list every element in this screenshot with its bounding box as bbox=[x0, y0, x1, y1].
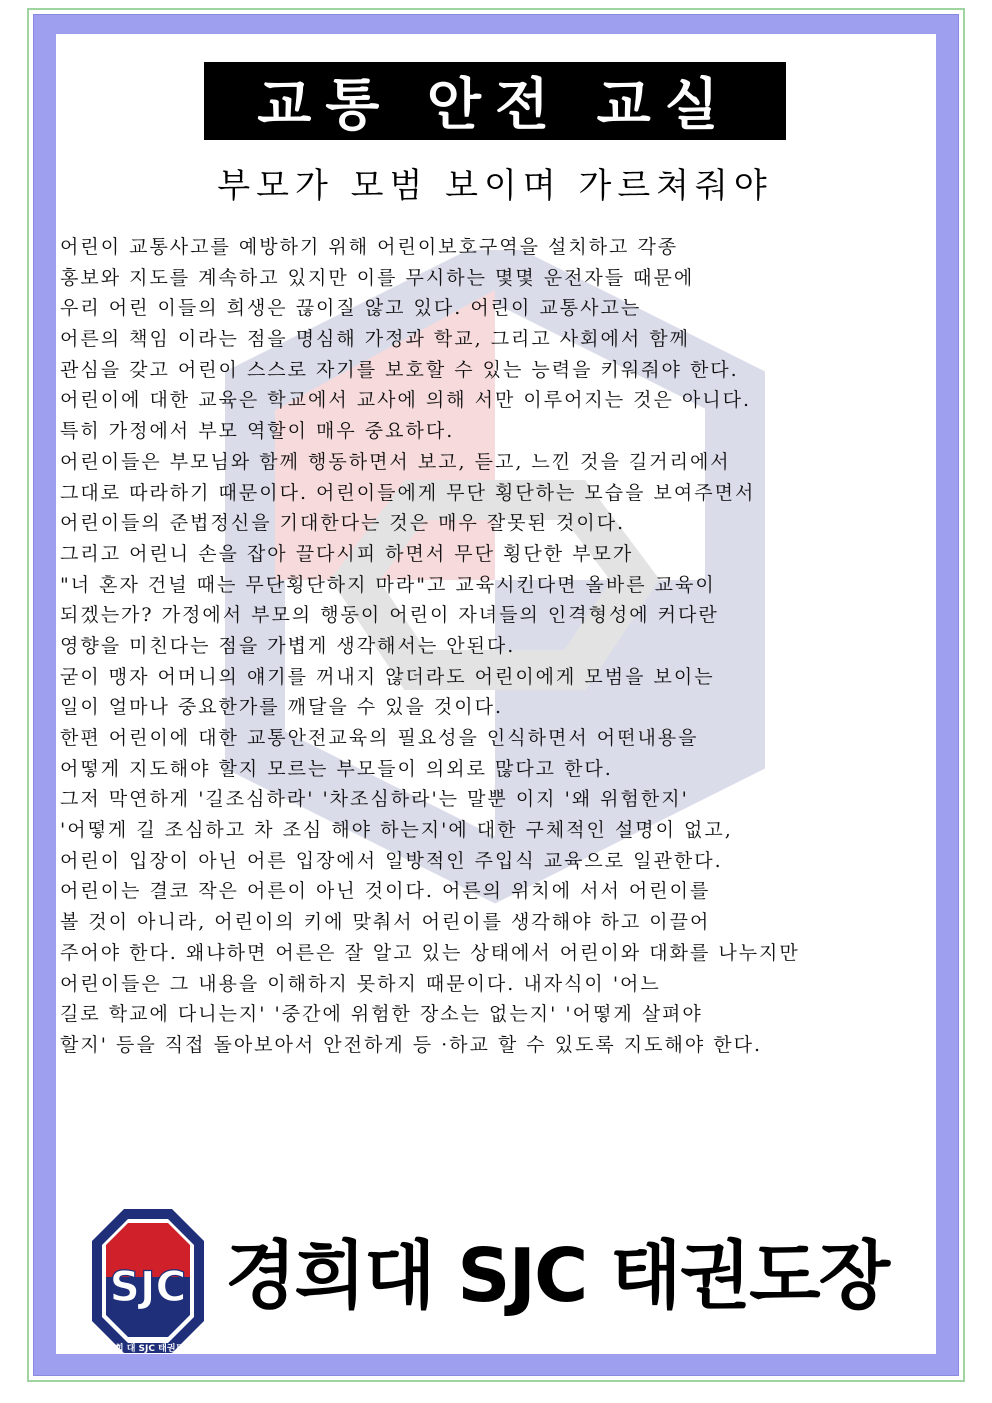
page-subtitle: 부모가 모범 보이며 가르쳐줘야 bbox=[217, 166, 773, 206]
body-line: 특히 가정에서 부모 역할이 매우 중요하다. bbox=[60, 420, 455, 443]
body-line: 홍보와 지도를 계속하고 있지만 이를 무시하는 몇몇 운전자들 때문에 bbox=[60, 266, 695, 289]
logo-letters: SJC bbox=[109, 1262, 187, 1311]
body-line: 굳이 맹자 어머니의 얘기를 꺼내지 않더라도 어린이에게 모범을 보이는 bbox=[60, 665, 715, 688]
body-line: 할지' 등을 직접 돌아보아서 안전하게 등 ·하교 할 수 있도록 지도해야 한다. bbox=[60, 1033, 763, 1056]
body-line: "너 혼자 건널 때는 무단횡단하지 마라"고 교육시킨다면 올바른 교육이 bbox=[60, 573, 716, 596]
body-line: 어린이는 결코 작은 어른이 아닌 것이다. 어른의 위치에 서서 어린이를 bbox=[60, 880, 711, 903]
body-line: 어린이에 대한 교육은 학교에서 교사에 의해 서만 이루어지는 것은 아니다. bbox=[60, 389, 752, 412]
body-line: 되겠는가? 가정에서 부모의 행동이 어린이 자녀들의 인격형성에 커다란 bbox=[60, 604, 719, 627]
body-line: 그리고 어린니 손을 잡아 끌다시피 하면서 무단 횡단한 부모가 bbox=[60, 542, 634, 565]
body-line: 볼 것이 아니라, 어린이의 키에 맞춰서 어린이를 생각해야 하고 이끌어 bbox=[60, 911, 711, 934]
body-line: 어린이 교통사고를 예방하기 위해 어린이보호구역을 설치하고 각종 bbox=[60, 236, 679, 258]
body-line: 관심을 갖고 어린이 스스로 자기를 보호할 수 있는 능력을 키워줘야 한다. bbox=[60, 358, 739, 381]
body-line: 어떻게 지도해야 할지 모르는 부모들이 의외로 많다고 한다. bbox=[60, 757, 613, 780]
body-line: 일이 얼마나 중요한가를 깨달을 수 있을 것이다. bbox=[60, 696, 504, 719]
body-line: 어린이 입장이 아닌 어른 입장에서 일방적인 주입식 교육으로 일관한다. bbox=[60, 849, 723, 872]
article-body bbox=[60, 232, 920, 1061]
footer-brand bbox=[90, 1205, 920, 1357]
school-name: 경희대 SJC 태권도장 bbox=[225, 1233, 889, 1319]
body-line: '어떻게 길 조심하고 차 조심 해야 하는지'에 대한 구체적인 설명이 없고, bbox=[60, 819, 733, 842]
body-line: 그대로 따라하기 때문이다. 어린이들에게 무단 횡단하는 모습을 보여주면서 bbox=[60, 481, 756, 504]
body-line: 영향을 미친다는 점을 가볍게 생각해서는 안된다. bbox=[60, 634, 516, 657]
body-line: 그저 막연하게 '길조심하라' '차조심하라'는 말뿐 이지 '왜 위험한지' bbox=[60, 788, 689, 811]
body-line: 길로 학교에 다니는지' '중간에 위험한 장소는 없는지' '어떻게 살펴야 bbox=[60, 1003, 703, 1026]
sjc-logo-icon bbox=[90, 1205, 206, 1357]
page-title: 교통 안전 교실 bbox=[204, 62, 786, 140]
body-line: 우리 어린 이들의 희생은 끊이질 않고 있다. 어린이 교통사고는 bbox=[60, 297, 642, 320]
logo-ring-text: 경 희 대 SJC 태권도장 bbox=[103, 1344, 193, 1354]
body-line: 주어야 한다. 왜냐하면 어른은 잘 알고 있는 상태에서 어린이와 대화를 나누지만 bbox=[60, 941, 800, 964]
body-line: 어른의 책임 이라는 점을 명심해 가정과 학교, 그리고 사회에서 함께 bbox=[60, 328, 690, 351]
body-line: 어린이들은 부모님와 함께 행동하면서 보고, 듣고, 느낀 것을 길거리에서 bbox=[60, 450, 731, 473]
body-line: 어린이들은 그 내용을 이해하지 못하지 때문이다. 내자식이 '어느 bbox=[60, 972, 661, 995]
body-line: 어린이들의 준법정신을 기대한다는 것은 매우 잘못된 것이다. bbox=[60, 512, 626, 535]
body-line: 한편 어린이에 대한 교통안전교육의 필요성을 인식하면서 어떤내용을 bbox=[60, 727, 699, 749]
